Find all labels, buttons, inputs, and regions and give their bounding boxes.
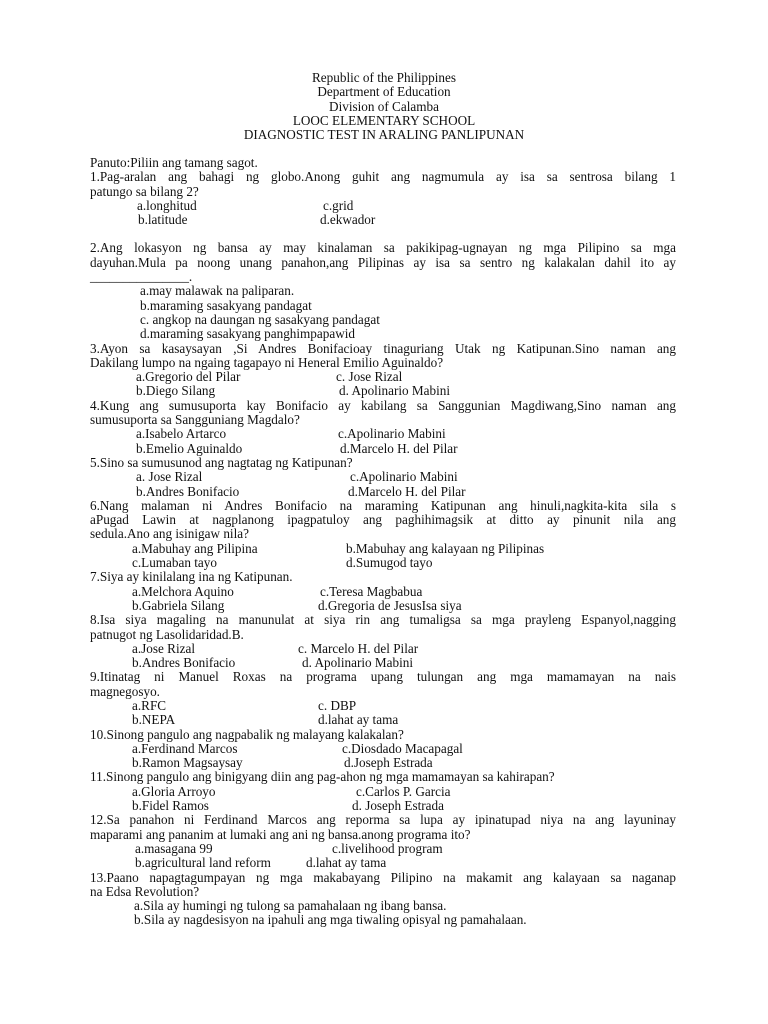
choice-row — [90, 656, 676, 670]
choice-a: a.Jose Rizal — [132, 640, 195, 656]
question-7 — [90, 570, 676, 613]
choice-a: a.Ferdinand Marcos — [132, 740, 238, 756]
answer-blank: _______________. — [90, 269, 193, 285]
choice-a: a.may malawak na paliparan. — [140, 283, 295, 299]
choice-a: a.RFC — [132, 697, 167, 713]
choice-a: a.Sila ay humingi ng tulong sa pamahalaan ng ibang bansa. — [134, 898, 447, 914]
choice-a: a.longhitud — [137, 197, 197, 213]
question-text: 12.Sa panahon ni Ferdinand Marcos ang reporma sa lupa ay ipinatupad niya na ang layuninay — [90, 812, 676, 828]
choice-d: d.Sumugod tayo — [346, 555, 433, 571]
question-text: Dakilang lumpo na ngaing tagapayo ni Heneral Emilio Aguinaldo? — [90, 354, 444, 370]
choice-a: a.Melchora Aquino — [132, 583, 234, 599]
choice-c: c. Jose Rizal — [336, 369, 403, 385]
choice-row — [90, 856, 676, 870]
question-text: 5.Sino sa sumusunod ang nagtatag ng Katipunan? — [90, 454, 353, 470]
question-text: 8.Isa siya magaling na manunulat at siya rin ang tumaligsa sa mga prayleng Espanyol,nagging — [90, 612, 676, 628]
question-10 — [90, 728, 676, 771]
question-text: 11.Sinong pangulo ang binigyang diin ang pag-ahon ng mga mamamayan sa kahirapan? — [90, 769, 555, 785]
choice-a: a.Isabelo Artarco — [136, 426, 227, 442]
choice-b: b.Andres Bonifacio — [136, 483, 240, 499]
question-9 — [90, 670, 676, 727]
header-test-title: DIAGNOSTIC TEST IN ARALING PANLIPUNAN — [243, 127, 525, 143]
choice-b: b.Sila ay nagdesisyon na ipahuli ang mga tiwaling opisyal ng pamahalaan. — [134, 912, 527, 928]
choice-c: c.Diosdado Macapagal — [342, 740, 463, 756]
choice-row — [90, 713, 676, 727]
choice-row — [90, 642, 676, 656]
choice-d: d. Apolinario Mabini — [339, 383, 450, 399]
choice-a: a.masagana 99 — [135, 840, 213, 856]
choice-b: b.Fidel Ramos — [132, 798, 209, 814]
choice-b: b.maraming sasakyang pandagat — [140, 297, 312, 313]
choice-b: b.Andres Bonifacio — [132, 655, 236, 671]
question-8 — [90, 613, 676, 670]
choice-c: c.Teresa Magbabua — [320, 583, 423, 599]
question-2 — [90, 241, 676, 341]
choice-d: d.lahat ay tama — [306, 855, 387, 871]
choice-row — [90, 799, 676, 813]
question-text: 7.Siya ay kinilalang ina ng Katipunan. — [90, 569, 293, 585]
document-header — [0, 71, 768, 142]
choice-row — [90, 585, 676, 599]
choice-d: d.Marcelo H. del Pilar — [340, 440, 458, 456]
question-text: aPugad Lawin at nagplanong ipagpatuloy ang paghihimagsik at ditto ay pinunit nila ang — [90, 512, 676, 528]
question-text: maparami ang pananim at lumaki ang ani ng bansa.anong programa ito? — [90, 826, 471, 842]
choice-c: c.Lumaban tayo — [132, 555, 217, 571]
question-text: 3.Ayon sa kasaysayan ,Si Andres Bonifacioay tinaguriang Utak ng Katipunan.Sino naman ang — [90, 340, 676, 356]
choice-c: c.Apolinario Mabini — [338, 426, 446, 442]
question-5 — [90, 456, 676, 499]
header-school: LOOC ELEMENTARY SCHOOL — [292, 112, 476, 128]
question-text: sedula.Ano ang isinigaw nila? — [90, 526, 249, 542]
choice-c: c.livelihood program — [332, 840, 443, 856]
choice-row — [90, 199, 676, 213]
choice-row — [90, 370, 676, 384]
choice-d: d. Joseph Estrada — [352, 798, 444, 814]
choice-row — [90, 842, 676, 856]
question-4 — [90, 399, 676, 456]
choice-c: c.Apolinario Mabini — [350, 469, 458, 485]
question-text: magnegosyo. — [90, 683, 160, 699]
question-text: na Edsa Revolution? — [90, 883, 200, 899]
question-text: sumusuporta sa Sangguniang Magdalo? — [90, 412, 300, 428]
choice-c: c.Carlos P. Garcia — [356, 783, 451, 799]
question-text: patungo sa bilang 2? — [90, 183, 199, 199]
choice-row — [90, 442, 676, 456]
choice-b: b.Emelio Aguinaldo — [136, 440, 243, 456]
choice-b: b.Gabriela Silang — [132, 597, 225, 613]
question-text: 2.Ang lokasyon ng bansa ay may kinalaman sa pakikipag-ugnayan ng mga Pilipino sa mga — [90, 240, 676, 256]
choice-b: b.Ramon Magsaysay — [132, 755, 243, 771]
choice-b: b.Mabuhay ang kalayaan ng Pilipinas — [346, 540, 545, 556]
header-department: Department of Education — [317, 84, 451, 100]
choice-c: c. DBP — [318, 697, 357, 713]
choice-a: a. Jose Rizal — [136, 469, 203, 485]
choice-d: d.maraming sasakyang panghimpapawid — [140, 326, 355, 342]
choice-row — [90, 384, 676, 398]
choice-a: a.Gregorio del Pilar — [136, 369, 241, 385]
question-3 — [90, 342, 676, 399]
question-text: patnugot ng Lasolidaridad.B. — [90, 626, 244, 642]
choice-d: d.Gregoria de JesusIsa siya — [318, 597, 462, 613]
choice-d: d.lahat ay tama — [318, 712, 399, 728]
header-division: Division of Calamba — [329, 98, 439, 114]
choice-b: b.Diego Silang — [136, 383, 216, 399]
choice-a: a.Gloria Arroyo — [132, 783, 216, 799]
choice-d: d.ekwador — [320, 212, 376, 228]
question-text: 4.Kung ang sumusuporta kay Bonifacio ay kabilang sa Sanggunian Magdiwang,Sino naman ang — [90, 397, 676, 413]
choice-row — [90, 742, 676, 756]
choice-d: d. Apolinario Mabini — [302, 655, 413, 671]
test-body — [90, 156, 676, 928]
choice-row — [90, 427, 676, 441]
choice-c: c.grid — [323, 197, 354, 213]
choice-a: a.Mabuhay ang Pilipina — [132, 540, 258, 556]
question-text: 1.Pag-aralan ang bahagi ng globo.Anong guhit ang nagmumula ay isa sa sentrosa bilang 1 — [90, 169, 676, 185]
choice-row — [90, 556, 676, 570]
question-11 — [90, 770, 676, 813]
choice-c: c. Marcelo H. del Pilar — [298, 640, 419, 656]
choice-row — [90, 599, 676, 613]
question-text: dayuhan.Mula pa noong unang panahon,ang Pilipinas ay isa sa sentro ng kalakalan dahil ito ay — [90, 254, 676, 270]
question-12 — [90, 813, 676, 870]
choice-row — [90, 756, 676, 770]
choice-d: d.Joseph Estrada — [344, 755, 433, 771]
header-republic: Republic of the Philippines — [312, 70, 456, 85]
question-text: 13.Paano napagtagumpayan ng mga makabayang Pilipino na makamit ang kalayaan sa naganap — [90, 869, 676, 885]
question-text: 10.Sinong pangulo ang nagpabalik ng malayang kalakalan? — [90, 726, 404, 742]
question-6 — [90, 499, 676, 570]
choice-row — [90, 785, 676, 799]
choice-b: b.NEPA — [132, 712, 176, 728]
choice-row — [90, 542, 676, 556]
question-13 — [90, 871, 676, 928]
choice-row — [90, 485, 676, 499]
instructions: Panuto:Piliin ang tamang sagot. — [90, 155, 258, 170]
choice-row — [90, 213, 676, 227]
question-1 — [90, 170, 676, 227]
question-text: 6.Nang malaman ni Andres Bonifacio na maraming Katipunan ang hinuli,nagkita-kita sila s — [90, 497, 676, 513]
choice-b: b.agricultural land reform — [135, 855, 271, 871]
choice-b: b.latitude — [138, 212, 188, 228]
choice-c: c. angkop na daungan ng sasakyang pandagat — [140, 311, 380, 327]
choice-row — [90, 699, 676, 713]
choice-d: d.Marcelo H. del Pilar — [348, 483, 466, 499]
question-text: 9.Itinatag ni Manuel Roxas na programa upang tulungan ang mga mamamayan na nais — [90, 669, 676, 685]
choice-row — [90, 470, 676, 484]
